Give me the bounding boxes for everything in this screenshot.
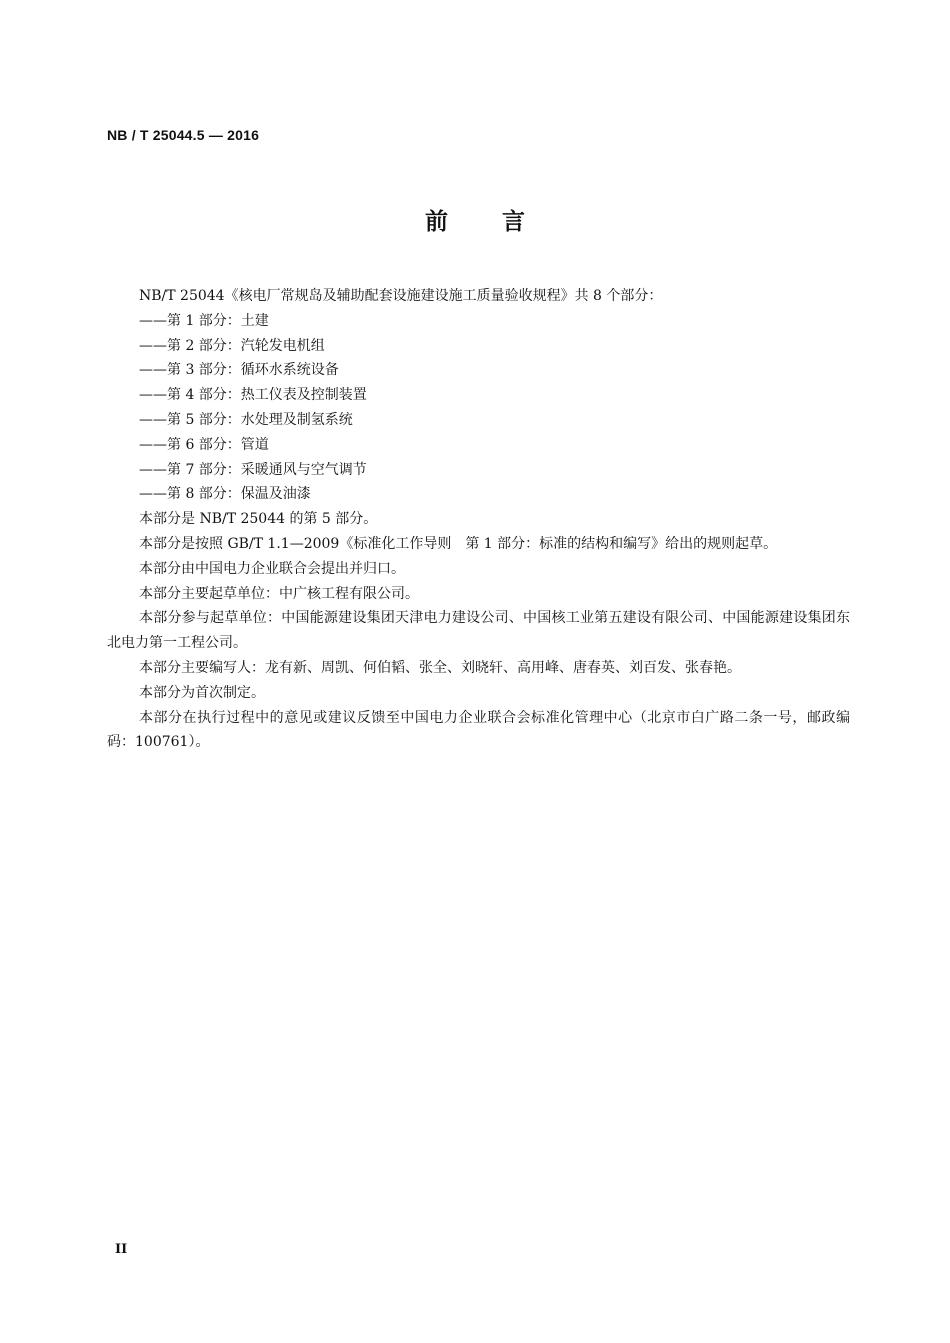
- participating-units-paragraph: 本部分参与起草单位：中国能源建设集团天津电力建设公司、中国核工业第五建设有限公司、中国能源建设集团东北电力第一工程公司。: [107, 610, 850, 652]
- main-drafters-paragraph: 本部分主要编写人：龙有新、周凯、何伯韬、张全、刘晓轩、高用峰、唐春英、刘百发、张春艳。: [139, 659, 741, 676]
- part-item: ——第 5 部分：水处理及制氢系统: [139, 411, 353, 428]
- title-char-1: 前: [425, 209, 448, 235]
- page-title: [0, 203, 950, 236]
- part-item: ——第 4 部分：热工仪表及控制装置: [139, 387, 367, 404]
- page-number: II: [115, 1242, 128, 1257]
- preface-body: [107, 284, 850, 755]
- intro-line: NB/T 25044《核电厂常规岛及辅助配套设施建设施工质量验收规程》共 8 个部分：: [139, 288, 663, 304]
- standard-code: NB / T 25044.5 — 2016: [107, 127, 260, 143]
- feedback-paragraph: 本部分在执行过程中的意见或建议反馈至中国电力企业联合会标准化管理中心（北京市白广路二条一号，邮政编码：100761）。: [107, 709, 850, 751]
- drafting-rules-paragraph: 本部分是按照 GB/T 1.1—2009《标准化工作导则 第 1 部分：标准的结构和编写》给出的规则起草。: [139, 535, 778, 552]
- part-item: ——第 7 部分：采暖通风与空气调节: [139, 461, 367, 478]
- this-part-paragraph: 本部分是 NB/T 25044 的第 5 部分。: [139, 511, 378, 528]
- title-char-2: 言: [502, 209, 525, 235]
- part-item: ——第 6 部分：管道: [139, 436, 269, 453]
- part-item: ——第 8 部分：保温及油漆: [139, 486, 311, 503]
- part-item: ——第 3 部分：循环水系统设备: [139, 362, 339, 379]
- proposer-paragraph: 本部分由中国电力企业联合会提出并归口。: [139, 560, 405, 577]
- part-item: ——第 1 部分：土建: [139, 312, 269, 329]
- part-item: ——第 2 部分：汽轮发电机组: [139, 337, 325, 354]
- main-drafter-unit-paragraph: 本部分主要起草单位：中广核工程有限公司。: [139, 585, 419, 602]
- first-edition-paragraph: 本部分为首次制定。: [139, 684, 265, 701]
